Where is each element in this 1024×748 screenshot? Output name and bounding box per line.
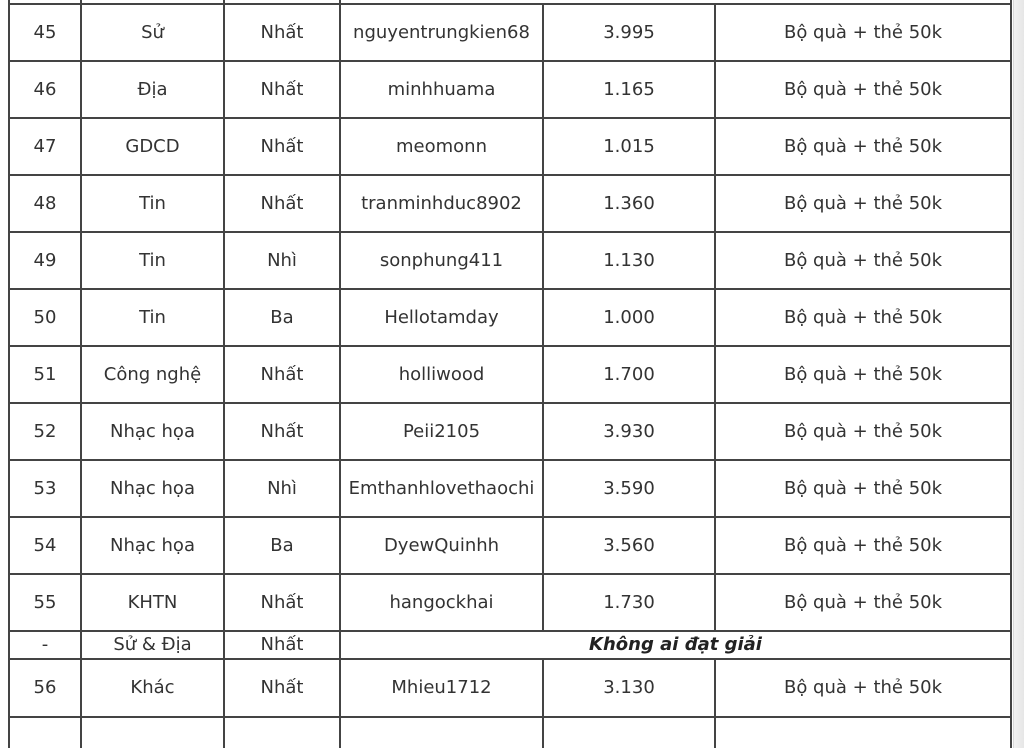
rank-cell: Nhất <box>224 61 340 118</box>
subject-cell: Sử & Địa <box>81 631 224 659</box>
username-cell: sonphung411 <box>340 232 543 289</box>
stt-cell: 56 <box>9 659 81 717</box>
table-row <box>9 659 1011 717</box>
score-cell: 1.015 <box>543 118 715 175</box>
score-cell: 3.590 <box>543 460 715 517</box>
score-cell: 3.995 <box>543 4 715 61</box>
score-cell: 1.130 <box>543 232 715 289</box>
rank-cell: Nhất <box>224 4 340 61</box>
table-cell <box>715 717 1011 748</box>
subject-cell: Nhạc họa <box>81 460 224 517</box>
rank-cell: Nhất <box>224 118 340 175</box>
stt-cell: - <box>9 631 81 659</box>
subject-cell: Địa <box>81 61 224 118</box>
rank-cell: Ba <box>224 289 340 346</box>
score-cell: 1.360 <box>543 175 715 232</box>
table-row <box>9 118 1011 175</box>
results-table <box>8 0 1012 748</box>
score-cell: 3.130 <box>543 659 715 717</box>
prize-cell: Bộ quà + thẻ 50k <box>715 346 1011 403</box>
username-cell: Emthanhlovethaochi <box>340 460 543 517</box>
score-cell: 1.700 <box>543 346 715 403</box>
rank-cell: Nhất <box>224 175 340 232</box>
no-winner-note: Không ai đạt giải <box>340 631 1011 659</box>
table-row <box>9 460 1011 517</box>
stt-cell: 52 <box>9 403 81 460</box>
subject-cell: Khác <box>81 659 224 717</box>
subject-cell: Nhạc họa <box>81 403 224 460</box>
subject-cell: Sử <box>81 4 224 61</box>
username-cell: hangockhai <box>340 574 543 631</box>
username-cell: minhhuama <box>340 61 543 118</box>
stt-cell: 50 <box>9 289 81 346</box>
table-cell <box>543 717 715 748</box>
username-cell: tranminhduc8902 <box>340 175 543 232</box>
score-cell: 3.560 <box>543 517 715 574</box>
table-row <box>9 4 1011 61</box>
prize-cell: Bộ quà + thẻ 50k <box>715 4 1011 61</box>
rank-cell: Nhất <box>224 574 340 631</box>
stt-cell: 54 <box>9 517 81 574</box>
prize-cell: Bộ quà + thẻ 50k <box>715 232 1011 289</box>
stt-cell: 48 <box>9 175 81 232</box>
table-row <box>9 517 1011 574</box>
subject-cell: KHTN <box>81 574 224 631</box>
rank-cell: Nhất <box>224 631 340 659</box>
table-cell <box>340 717 543 748</box>
stt-cell: 47 <box>9 118 81 175</box>
prize-cell: Bộ quà + thẻ 50k <box>715 460 1011 517</box>
table-cell <box>81 717 224 748</box>
username-cell: meomonn <box>340 118 543 175</box>
prize-cell: Bộ quà + thẻ 50k <box>715 659 1011 717</box>
prize-cell: Bộ quà + thẻ 50k <box>715 289 1011 346</box>
username-cell: Mhieu1712 <box>340 659 543 717</box>
subject-cell: Công nghệ <box>81 346 224 403</box>
subject-cell: Tin <box>81 175 224 232</box>
rank-cell: Ba <box>224 517 340 574</box>
rank-cell: Nhì <box>224 460 340 517</box>
table-row <box>9 403 1011 460</box>
table-cell <box>9 717 81 748</box>
rank-cell: Nhất <box>224 659 340 717</box>
table-row <box>9 175 1011 232</box>
rank-cell: Nhất <box>224 346 340 403</box>
stt-cell: 51 <box>9 346 81 403</box>
table-row-no-winner <box>9 631 1011 659</box>
username-cell: holliwood <box>340 346 543 403</box>
table-row <box>9 289 1011 346</box>
prize-cell: Bộ quà + thẻ 50k <box>715 118 1011 175</box>
username-cell: nguyentrungkien68 <box>340 4 543 61</box>
score-cell: 1.000 <box>543 289 715 346</box>
prize-cell: Bộ quà + thẻ 50k <box>715 574 1011 631</box>
subject-cell: GDCD <box>81 118 224 175</box>
stt-cell: 53 <box>9 460 81 517</box>
rank-cell: Nhì <box>224 232 340 289</box>
table-row <box>9 232 1011 289</box>
stt-cell: 49 <box>9 232 81 289</box>
table-row <box>9 61 1011 118</box>
prize-cell: Bộ quà + thẻ 50k <box>715 517 1011 574</box>
subject-cell: Nhạc họa <box>81 517 224 574</box>
rank-cell: Nhất <box>224 403 340 460</box>
prize-cell: Bộ quà + thẻ 50k <box>715 403 1011 460</box>
score-cell: 1.165 <box>543 61 715 118</box>
table-cell <box>224 717 340 748</box>
username-cell: Hellotamday <box>340 289 543 346</box>
prize-cell: Bộ quà + thẻ 50k <box>715 61 1011 118</box>
score-cell: 1.730 <box>543 574 715 631</box>
page-scrollbar[interactable] <box>1013 0 1024 748</box>
stt-cell: 46 <box>9 61 81 118</box>
username-cell: Peii2105 <box>340 403 543 460</box>
stt-cell: 45 <box>9 4 81 61</box>
table-row <box>9 346 1011 403</box>
score-cell: 3.930 <box>543 403 715 460</box>
subject-cell: Tin <box>81 289 224 346</box>
prize-cell: Bộ quà + thẻ 50k <box>715 175 1011 232</box>
username-cell: DyewQuinhh <box>340 517 543 574</box>
table-row <box>9 574 1011 631</box>
subject-cell: Tin <box>81 232 224 289</box>
table-row-partial <box>9 717 1011 748</box>
stt-cell: 55 <box>9 574 81 631</box>
